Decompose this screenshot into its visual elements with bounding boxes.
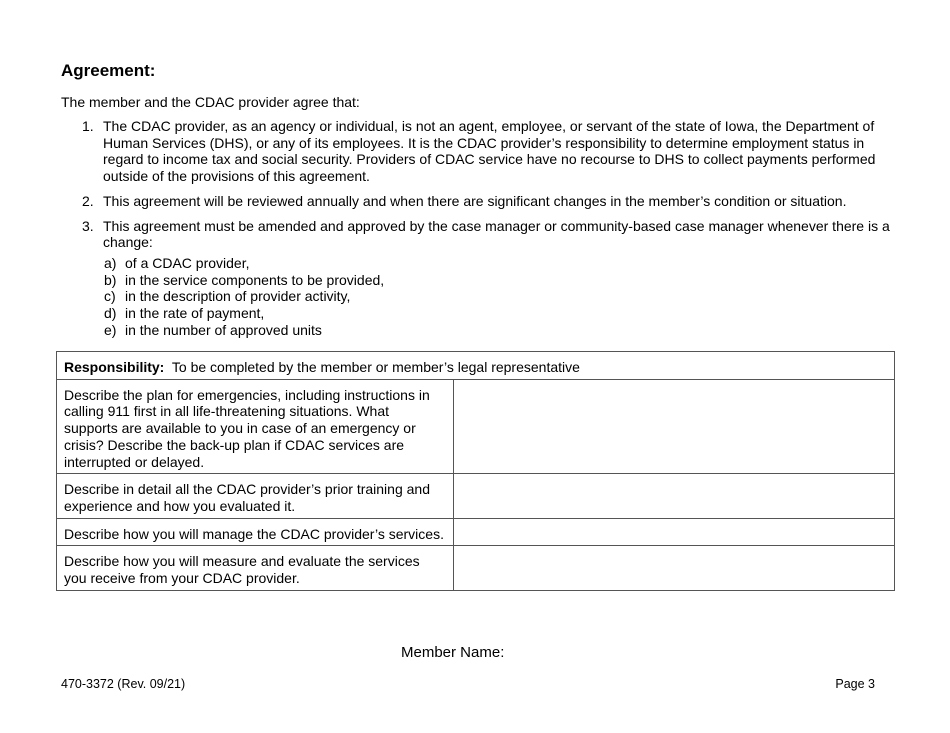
sub-item-letter: b) <box>104 271 117 288</box>
answer-field[interactable] <box>454 518 895 546</box>
list-item <box>82 118 897 185</box>
table-row <box>57 518 895 546</box>
sub-item-text: in the service components to be provided, <box>125 271 385 288</box>
list-item <box>82 218 897 251</box>
item-number: 2. <box>82 192 94 209</box>
item-number: 3. <box>82 217 94 234</box>
sub-list-item <box>104 322 384 339</box>
sub-list-item <box>104 255 384 272</box>
question-cell: Describe how you will measure and evaluate the services you receive from your CDAC provider. <box>57 546 454 590</box>
sub-item-letter: a) <box>104 255 117 271</box>
list-item <box>82 193 897 210</box>
item-text: This agreement must be amended and approved by the case manager or community-based case manager whenever there is a change: <box>103 217 890 251</box>
form-id: 470-3372 (Rev. 09/21) <box>61 677 186 691</box>
item-text: This agreement will be reviewed annually and when there are significant changes in the member’s condition or situation. <box>103 192 847 209</box>
question-cell: Describe the plan for emergencies, including instructions in calling 911 first in all life-threatening situations. What supports are available to you in case of an emergency or crisis? Describe the back-up plan if CDAC services are interrupted or delayed. <box>57 379 454 474</box>
answer-field[interactable] <box>454 546 895 590</box>
sub-list-item <box>104 288 384 305</box>
answer-field[interactable] <box>454 474 895 518</box>
table-header <box>57 352 895 380</box>
table-header-row <box>57 352 895 380</box>
sub-item-letter: e) <box>104 321 117 338</box>
sub-item-text: in the rate of payment, <box>125 305 265 322</box>
member-name-label: Member Name: <box>401 644 505 661</box>
intro-text: The member and the CDAC provider agree that: <box>61 94 360 110</box>
answer-field[interactable] <box>454 379 895 474</box>
sub-list-item <box>104 305 384 322</box>
sub-item-letter: d) <box>104 305 117 322</box>
page-number: Page 3 <box>835 677 875 691</box>
sub-item-letter: c) <box>104 288 116 305</box>
change-list <box>104 255 384 339</box>
sub-item-text: of a CDAC provider, <box>125 255 250 271</box>
responsibility-table <box>56 351 895 591</box>
item-number: 1. <box>82 118 94 134</box>
table-row <box>57 546 895 590</box>
agreement-list <box>82 118 897 259</box>
header-text: To be completed by the member or member’s legal representative <box>171 359 580 375</box>
sub-list-item <box>104 272 384 289</box>
item-text: The CDAC provider, as an agency or individual, is not an agent, employee, or servant of the state of Iowa, the Department of Human Services (DHS), or any of its employees. It is the CDAC provider’s responsibility to determine employment status in regard to income tax and social security. Providers of CDAC service have no recourse to DHS to collect payments performed outside of the provisions of this agreement. <box>103 118 876 185</box>
table-row <box>57 379 895 474</box>
question-cell: Describe how you will manage the CDAC provider’s services. <box>57 518 454 546</box>
sub-item-text: in the number of approved units <box>125 321 322 338</box>
header-label: Responsibility: <box>64 359 165 375</box>
table-row <box>57 474 895 518</box>
question-cell: Describe in detail all the CDAC provider’s prior training and experience and how you evaluated it. <box>57 474 454 518</box>
sub-item-text: in the description of provider activity, <box>125 288 351 305</box>
section-heading: Agreement: <box>61 61 156 80</box>
